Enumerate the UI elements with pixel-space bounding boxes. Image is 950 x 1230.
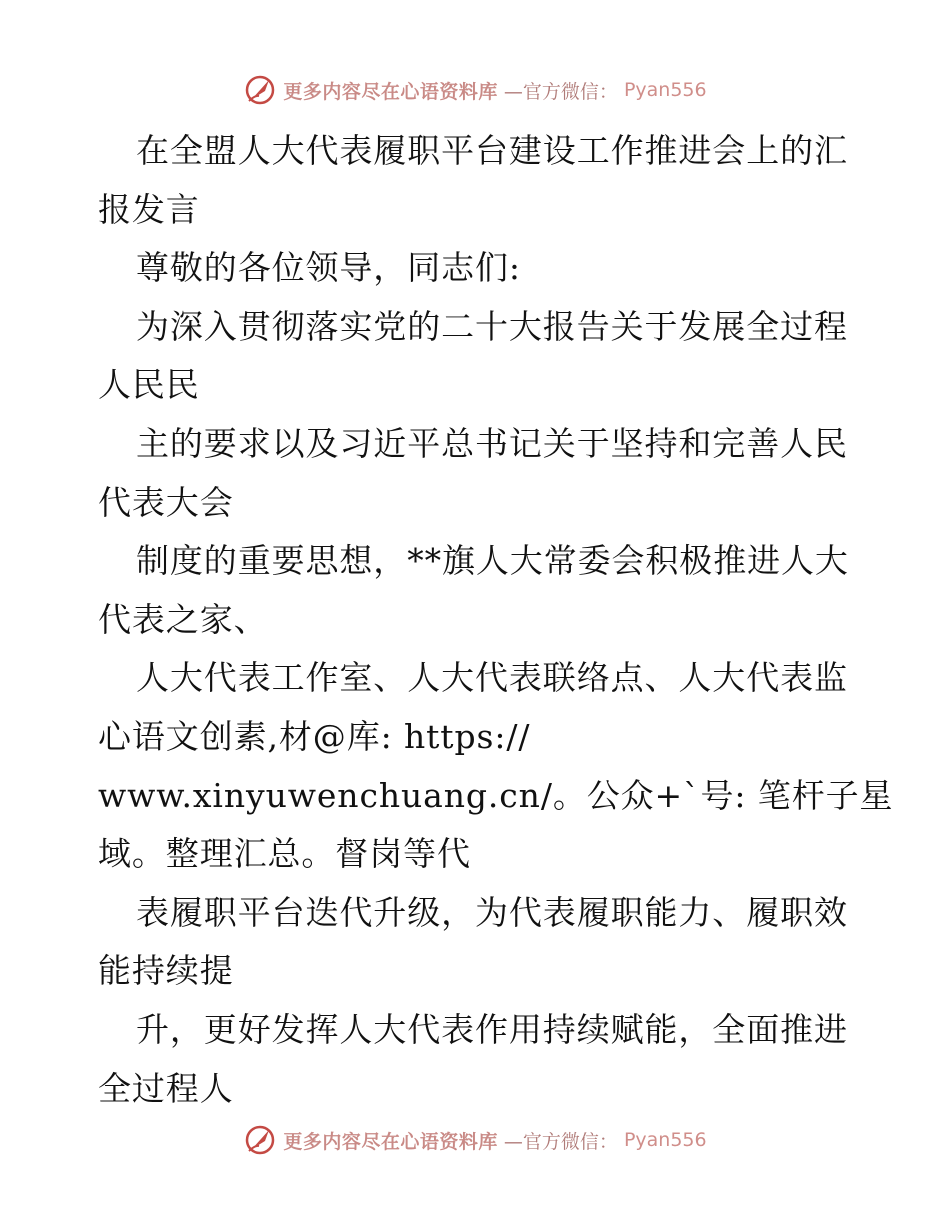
- watermark-id-text: Pyan556: [623, 1129, 707, 1151]
- paragraph-line: 全过程人: [98, 1068, 234, 1108]
- paragraph-line: 代表之家、: [98, 599, 268, 639]
- paragraph-line: 能持续提: [98, 951, 234, 991]
- paragraph-line: 主的要求以及习近平总书记关于坚持和完善人民: [136, 423, 848, 463]
- paragraph-line: 人民民: [98, 365, 200, 405]
- paragraph-line: 升，更好发挥人大代表作用持续赋能，全面推进: [136, 1009, 848, 1049]
- paragraph-line: 域。整理汇总。督岗等代: [98, 834, 471, 874]
- paragraph-line: 代表大会: [98, 482, 234, 522]
- paragraph-line: 制度的重要思想，**旗人大常委会积极推进人大: [136, 541, 849, 581]
- header-watermark: [0, 70, 950, 110]
- watermark-id-text: Pyan556: [623, 79, 707, 101]
- watermark-main-text: 更多内容尽在心语资料库: [283, 1130, 498, 1153]
- red-quill-logo-icon: [243, 1123, 277, 1157]
- paragraph-line: 心语文创素,材@库: https://: [98, 716, 531, 756]
- red-quill-logo-icon: [243, 73, 277, 107]
- watermark-main-text: 更多内容尽在心语资料库: [283, 80, 498, 103]
- paragraph-line: www.xinyuwenchuang.cn/。公众+`号: 笔杆子星: [98, 775, 894, 815]
- document-body: [98, 122, 894, 1118]
- paragraph-line: 尊敬的各位领导，同志们:: [136, 248, 521, 288]
- paragraph-line: 为深入贯彻落实党的二十大报告关于发展全过程: [136, 306, 848, 346]
- paragraph-line: 报发言: [98, 189, 200, 229]
- paragraph-line: 人大代表工作室、人大代表联络点、人大代表监: [136, 658, 848, 698]
- watermark-sub-text: —官方微信：: [503, 1130, 618, 1153]
- paragraph-line: 在全盟人大代表履职平台建设工作推进会上的汇: [136, 131, 848, 170]
- watermark-sub-text: —官方微信：: [503, 80, 618, 103]
- paragraph-line: 表履职平台迭代升级，为代表履职能力、履职效: [136, 892, 848, 932]
- footer-watermark: [0, 1120, 950, 1160]
